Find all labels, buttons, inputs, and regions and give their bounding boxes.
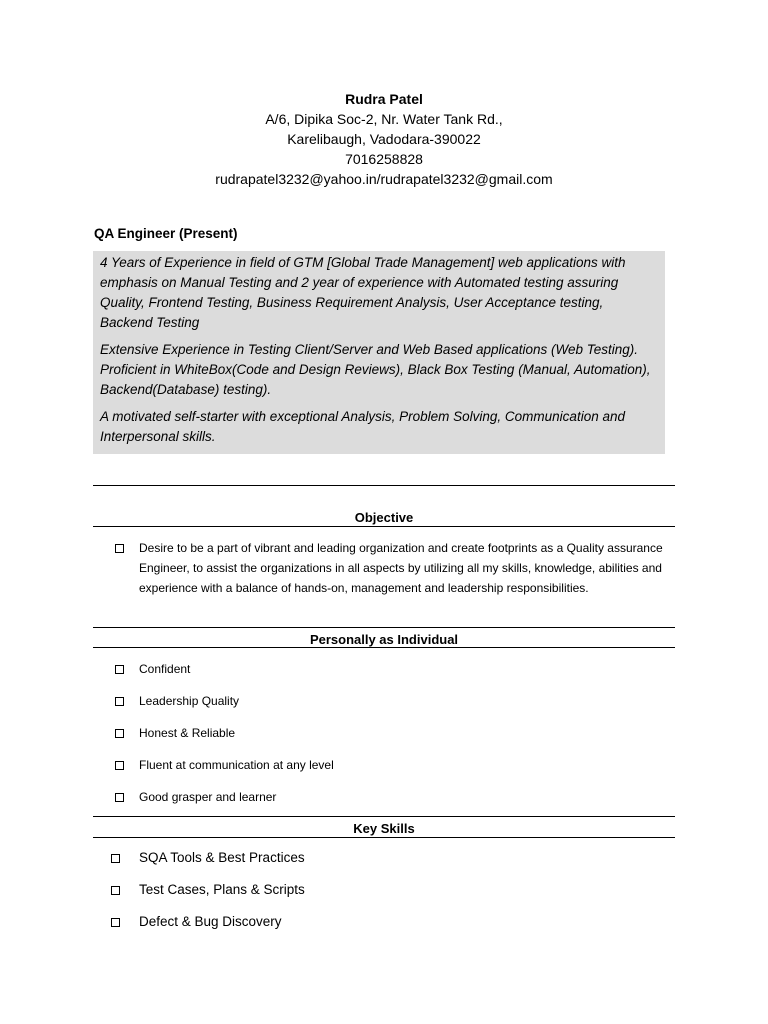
divider <box>93 526 675 527</box>
candidate-name: Rudra Patel <box>345 91 423 107</box>
divider <box>93 647 675 648</box>
summary-paragraph: 4 Years of Experience in field of GTM [Global Trade Management] web applications with emphasis on Manual Testing and 2 year of experience with Automated testing assuring Quality, Frontend Testing, Business Requirement Analysis, User Acceptance testing, Backend Testing <box>100 255 626 330</box>
skill-item: Defect & Bug Discovery <box>139 914 282 929</box>
email-address: rudrapatel3232@yahoo.in/rudrapatel3232@gmail.com <box>215 171 553 187</box>
skill-item: SQA Tools & Best Practices <box>139 850 305 865</box>
key-skills-heading: Key Skills <box>353 821 415 836</box>
objective-heading: Objective <box>354 510 414 525</box>
contact-header <box>0 89 768 189</box>
divider <box>93 837 675 838</box>
personal-item: Confident <box>139 662 191 676</box>
current-role: QA Engineer (Present) <box>94 226 238 241</box>
summary-paragraph: A motivated self-starter with exceptional Analysis, Problem Solving, Communication and Interpersonal skills. <box>100 409 625 444</box>
skill-item: Test Cases, Plans & Scripts <box>139 882 305 897</box>
personal-item: Fluent at communication at any level <box>139 758 334 772</box>
phone-number: 7016258828 <box>345 151 423 167</box>
address-line-1: A/6, Dipika Soc-2, Nr. Water Tank Rd., <box>265 111 503 127</box>
bullet-icon <box>111 854 120 863</box>
bullet-icon <box>115 697 124 706</box>
objective-text: Desire to be a part of vibrant and leading organization and create footprints as a Quality assurance Engineer, to assist the organizations in all aspects by utilizing all my skills, knowledge, abilities and experience with a balance of hands-on, management and leadership responsibilities. <box>139 541 663 595</box>
bullet-icon <box>115 665 124 674</box>
summary-paragraph: Extensive Experience in Testing Client/Server and Web Based applications (Web Testing). Proficient in WhiteBox(Code and Design Reviews), Black Box Testing (Manual, Automation), Backend(Database) testing). <box>100 342 651 397</box>
personal-item: Good grasper and learner <box>139 790 277 804</box>
divider <box>93 627 675 628</box>
personal-heading: Personally as Individual <box>309 632 459 647</box>
bullet-icon <box>115 761 124 770</box>
bullet-icon <box>115 729 124 738</box>
personal-item: Leadership Quality <box>139 694 240 708</box>
bullet-icon <box>111 886 120 895</box>
bullet-icon <box>111 918 120 927</box>
divider <box>93 816 675 817</box>
bullet-icon <box>115 793 124 802</box>
personal-item: Honest & Reliable <box>139 726 236 740</box>
bullet-icon <box>115 544 124 553</box>
summary-box <box>93 251 665 454</box>
address-line-2: Karelibaugh, Vadodara-390022 <box>287 131 481 147</box>
divider <box>93 485 675 486</box>
